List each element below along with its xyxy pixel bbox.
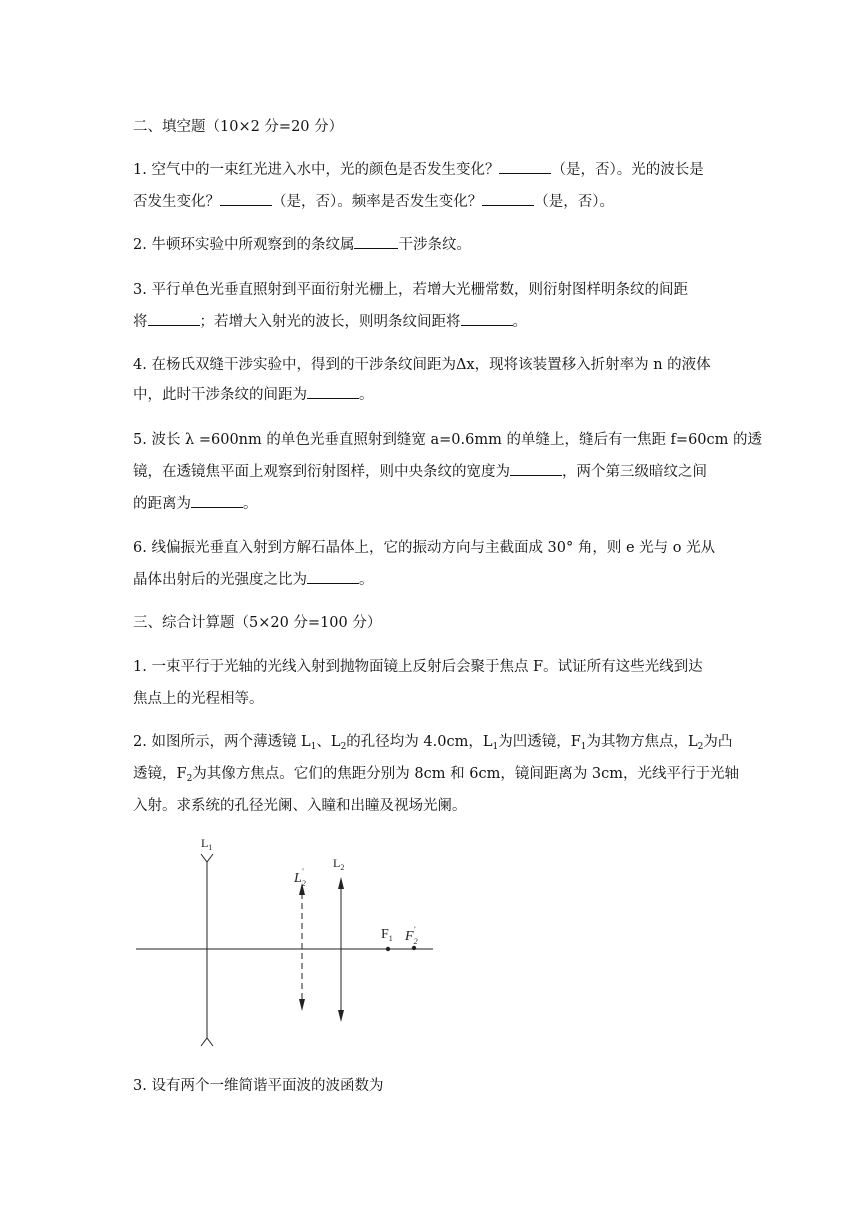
section3-title: 三、综合计算题（5×20 分=100 分） xyxy=(133,615,382,631)
focal-point-f2-image xyxy=(412,946,416,950)
focal-point-f1 xyxy=(386,947,390,951)
lens-l1-bottom-end xyxy=(201,1038,213,1046)
lens-diagram xyxy=(130,825,450,1050)
answer-blank[interactable] xyxy=(220,187,272,206)
lens-l2-top-arrow xyxy=(338,877,344,889)
q5-line2: 镜，在透镜焦平面上观察到衍射图样，则中央条纹的宽度为 ，两个第三级暗纹之间 xyxy=(133,457,733,487)
s3-q2-line2: 透镜，$F_2$为其像方焦点。它们的焦距分别为 8cm 和 6cm，镜间距离为 3cm，光线平行于光轴 xyxy=(133,766,740,784)
section2-title: 二、填空题（10×2 分=20 分） xyxy=(133,119,344,135)
label-l1: $L_1$ xyxy=(201,836,213,852)
s3-q2-line3: 入射。求系统的孔径光阑、入瞳和出瞳及视场光阑。 xyxy=(133,798,467,814)
label-f1: $F_1$ xyxy=(381,927,393,943)
q5-line3: 的距离为 。 xyxy=(133,489,733,519)
answer-blank[interactable] xyxy=(148,307,200,326)
q6-line2: 晶体出射后的光强度之比为 。 xyxy=(133,565,733,595)
q1-line2: 否发生变化？ （是，否）。频率是否发生变化？ （是，否）。 xyxy=(133,187,733,217)
answer-blank[interactable] xyxy=(482,187,534,206)
answer-blank[interactable] xyxy=(307,565,359,584)
lens-l2-bottom-arrow xyxy=(338,1010,344,1022)
answer-blank[interactable] xyxy=(461,307,513,326)
label-f2-image: $F_2'$ xyxy=(405,925,418,946)
label-l2: $L_2$ xyxy=(333,856,345,872)
lens-l2-image-bottom-arrow xyxy=(299,999,305,1011)
s3-q1-line2: 焦点上的光程相等。 xyxy=(133,691,264,707)
s3-q2-line1: 2. 如图所示，两个薄透镜 $L_1$、$L_2$的孔径均为 4.0cm，$L_1$为凹透镜，$F_1$为其物方焦点，$L_2$为凸 xyxy=(133,734,733,752)
answer-blank[interactable] xyxy=(191,489,243,508)
answer-blank[interactable] xyxy=(499,155,551,174)
q4-line2: 中，此时干涉条纹的间距为 。 xyxy=(133,380,733,410)
q4-line1: 4. 在杨氏双缝干涉实验中，得到的干涉条纹间距为Δx，现将该装置移入折射率为 n 的液体 xyxy=(133,357,711,373)
label-l2-image: $L_2'$ xyxy=(294,867,306,888)
q3-line2: 将 ；若增大入射光的波长，则明条纹间距将 。 xyxy=(133,307,733,337)
q2-line1: 2. 牛顿环实验中所观察到的条纹属 干涉条纹。 xyxy=(133,230,733,260)
s3-q1-line1: 1. 一束平行于光轴的光线入射到抛物面镜上反射后会聚于焦点 F。试证所有这些光线到达 xyxy=(133,659,703,675)
answer-blank[interactable] xyxy=(354,230,398,249)
q5-line1: 5. 波长 λ =600nm 的单色光垂直照射到缝宽 a=0.6mm 的单缝上，缝后有一焦距 f=60cm 的透 xyxy=(133,432,762,448)
answer-blank[interactable] xyxy=(307,380,359,399)
q3-line1: 3. 平行单色光垂直照射到平面衍射光栅上，若增大光栅常数，则衍射图样明条纹的间距 xyxy=(133,282,688,298)
q6-line1: 6. 线偏振光垂直入射到方解石晶体上，它的振动方向与主截面成 30° 角，则 e 光与 o 光从 xyxy=(133,540,716,556)
s3-q3-line1: 3. 设有两个一维简谐平面波的波函数为 xyxy=(133,1078,384,1094)
q1-line1: 1. 空气中的一束红光进入水中，光的颜色是否发生变化？ （是，否）。光的波长是 xyxy=(133,155,733,185)
lens-l1-top-end xyxy=(201,854,213,862)
answer-blank[interactable] xyxy=(510,457,562,476)
